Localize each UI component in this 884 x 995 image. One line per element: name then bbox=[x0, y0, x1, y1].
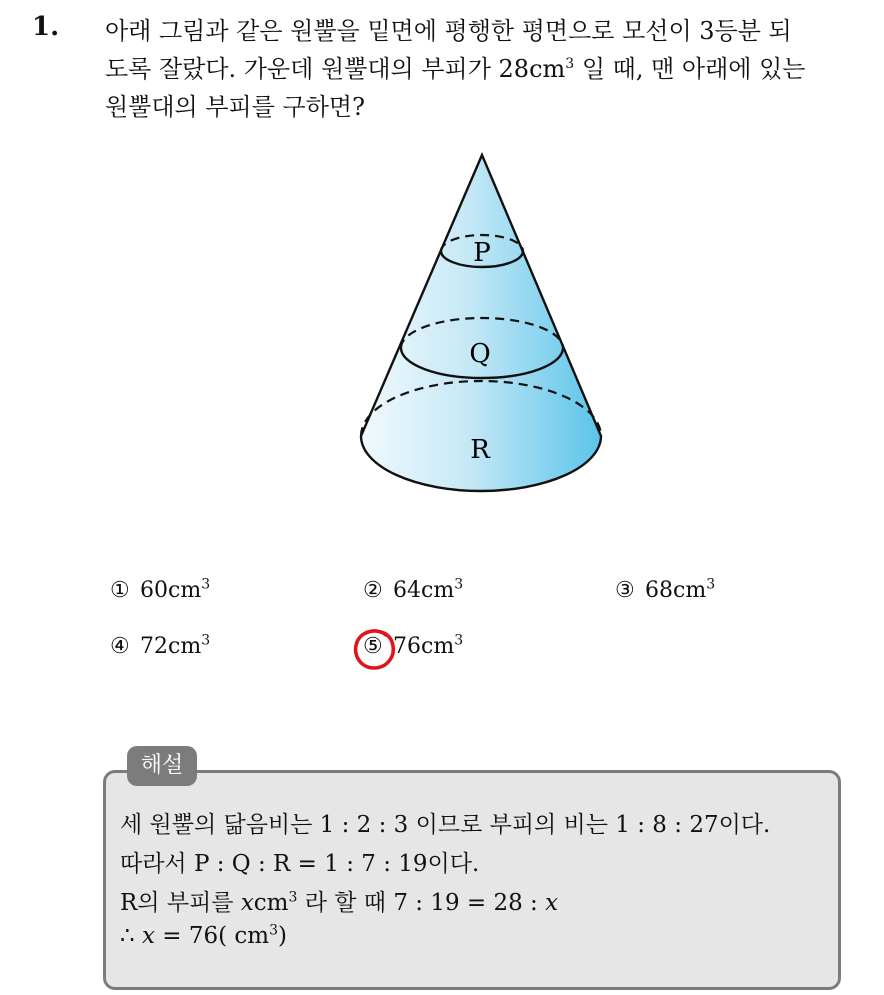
choice-5[interactable]: ⑤ $76cm^3$ bbox=[363, 632, 464, 659]
label-p: P bbox=[473, 238, 491, 268]
question-line-2: 도록 잘랐다. 가운데 원뿔대의 부피가 $28cm^3$ 일 때, 맨 아래에 있는 bbox=[105, 55, 806, 83]
solution-line-4: ∴ x = 76( $cm^3$) bbox=[120, 922, 287, 949]
solution-line-2: 따라서 P : Q : R = 1 : 7 : 19이다. bbox=[120, 851, 480, 877]
choice-1[interactable]: ① $60cm^3$ bbox=[110, 576, 211, 603]
label-r: R bbox=[470, 435, 490, 465]
choice-2[interactable]: ② $64cm^3$ bbox=[363, 576, 464, 603]
label-q: Q bbox=[469, 339, 491, 369]
question-number: 1. bbox=[32, 12, 60, 42]
question-text bbox=[105, 12, 865, 126]
choice-3[interactable]: ③ $68cm^3$ bbox=[615, 576, 716, 603]
answer-circle-mark bbox=[352, 626, 398, 672]
solution-tag: 해설 bbox=[127, 746, 197, 786]
solution-line-3: R의 부피를 xcm$^3$ 라 할 때 7 : 19 = 28 : x bbox=[120, 889, 559, 916]
cone-figure bbox=[330, 140, 630, 510]
solution-line-1: 세 원뿔의 닮음비는 1 : 2 : 3 이므로 부피의 비는 1 : 8 : 27이다. bbox=[120, 812, 771, 838]
solution-panel bbox=[103, 770, 841, 990]
question-line-1: 아래 그림과 같은 원뿔을 밑면에 평행한 평면으로 모선이 3등분 되 bbox=[105, 17, 792, 45]
choice-4[interactable]: ④ $72cm^3$ bbox=[110, 632, 211, 659]
question-line-3: 원뿔대의 부피를 구하면? bbox=[105, 93, 365, 121]
